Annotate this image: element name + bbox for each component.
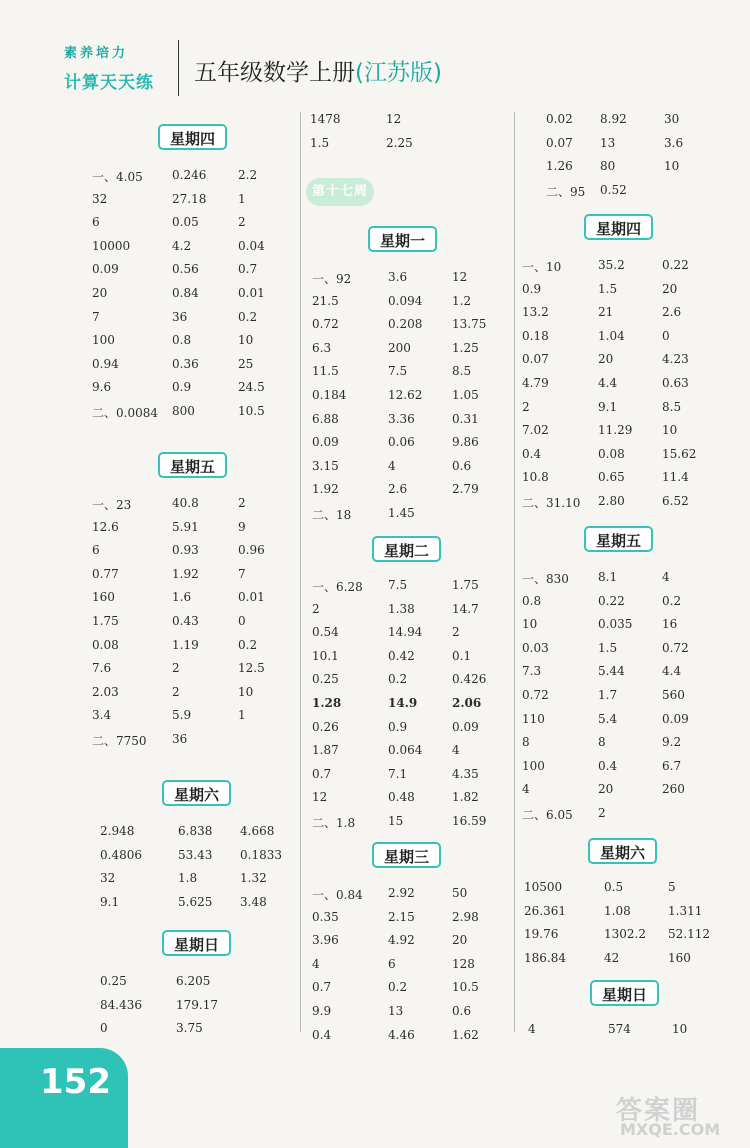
answer-cell: 0.72 (312, 317, 339, 332)
answer-cell: 20 (662, 281, 678, 296)
answer-cell: 14.9 (388, 696, 418, 710)
day-heading: 星期日 (162, 930, 231, 956)
answer-cell: 20 (598, 352, 614, 367)
answer-cell: 二、0.0084 (92, 406, 158, 420)
answer-cell: 4 (528, 1022, 536, 1036)
answer-cell: 0.94 (92, 356, 119, 371)
answer-cell: 4.35 (452, 766, 479, 781)
answer-cell: 2.6 (388, 482, 408, 497)
answer-cell: 12.62 (388, 388, 423, 402)
answer-cell: 6.52 (662, 494, 689, 508)
answer-cell: 1.25 (452, 340, 479, 355)
answer-cell: 7.5 (388, 578, 408, 592)
answer-cell: 0.63 (662, 376, 689, 390)
answer-cell: 1 (238, 708, 246, 723)
answer-cell: 2 (452, 625, 460, 640)
answer-cell: 0.04 (238, 238, 265, 253)
answer-cell: 10.5 (452, 980, 479, 995)
answer-cell: 160 (92, 590, 115, 605)
answer-cell: 0.4 (312, 1027, 332, 1042)
answer-cell: 2 (312, 601, 320, 616)
answer-cell: 100 (522, 758, 545, 773)
answer-cell: 0.7 (312, 980, 332, 995)
answer-cell: 1.32 (240, 871, 267, 886)
day-heading: 星期一 (368, 226, 437, 252)
answer-cell: 40.8 (172, 496, 199, 510)
answer-cell: 0.035 (598, 617, 633, 632)
answer-cell: 0.26 (312, 719, 339, 734)
answer-cell: 6 (92, 543, 100, 558)
answer-cell: 0.1 (452, 648, 472, 663)
answer-cell: 10 (238, 684, 254, 699)
answer-cell: 1478 (310, 112, 341, 126)
answer-cell: 10 (238, 333, 254, 348)
answer-cell: 一、830 (522, 572, 569, 586)
answer-cell: 0.07 (522, 352, 549, 367)
header-divider (178, 40, 179, 96)
answer-cell: 14.94 (388, 625, 423, 640)
answer-cell: 10 (664, 159, 680, 174)
answer-cell: 560 (662, 688, 685, 702)
answer-cell: 5.9 (172, 708, 192, 723)
answer-cell: 4.46 (388, 1027, 415, 1042)
answer-cell: 9.6 (92, 380, 112, 395)
answer-cell: 186.84 (524, 950, 566, 965)
answer-cell: 80 (600, 159, 616, 174)
answer-cell: 5.44 (598, 664, 625, 679)
answer-cell: 13 (388, 1004, 404, 1018)
answer-cell: 12 (452, 270, 468, 284)
answer-cell: 260 (662, 782, 685, 797)
answer-cell: 2.25 (386, 135, 413, 150)
answer-cell: 10 (662, 423, 678, 438)
answer-cell: 110 (522, 711, 545, 726)
answer-cell: 0.6 (452, 458, 472, 473)
answer-cell: 0.01 (238, 590, 265, 605)
answer-cell: 0.7 (312, 766, 332, 781)
answer-cell: 0.48 (388, 790, 415, 805)
answer-cell: 5.91 (172, 519, 199, 534)
answer-cell: 8 (522, 735, 530, 750)
answer-cell: 1.87 (312, 743, 339, 758)
answer-cell: 二、18 (312, 508, 352, 522)
answer-cell: 9.9 (312, 1004, 332, 1018)
answer-cell: 2.15 (388, 909, 415, 924)
answer-cell: 1302.2 (604, 927, 646, 942)
answer-cell: 0.72 (522, 688, 549, 702)
answer-cell: 1.08 (604, 903, 631, 918)
answer-cell: 2 (598, 806, 606, 820)
answer-cell: 2.03 (92, 684, 119, 699)
answer-cell: 3.6 (388, 270, 408, 284)
answer-cell: 5.625 (178, 894, 213, 909)
answer-cell: 100 (92, 333, 115, 348)
answer-cell: 0.9 (522, 281, 542, 296)
answer-cell: 7 (92, 309, 100, 324)
answer-cell: 1.05 (452, 388, 479, 402)
answer-cell: 2.06 (452, 696, 482, 710)
day-heading: 星期五 (158, 452, 227, 478)
answer-cell: 0.36 (172, 356, 199, 371)
answer-cell: 0.6 (452, 1004, 472, 1018)
answer-cell: 1.7 (598, 688, 618, 702)
answer-cell: 32 (100, 871, 116, 886)
answer-cell: 0.9 (172, 380, 192, 395)
answer-cell: 二、7750 (92, 734, 147, 748)
answer-cell: 179.17 (176, 997, 218, 1012)
answer-cell: 0.2 (662, 593, 682, 608)
answer-cell: 11.29 (598, 423, 633, 438)
answer-cell: 0 (100, 1021, 108, 1036)
answer-cell: 0.246 (172, 168, 207, 182)
answer-cell: 42 (604, 950, 620, 965)
answer-cell: 25 (238, 356, 254, 371)
day-heading: 星期六 (162, 780, 231, 806)
answer-cell: 0.77 (92, 566, 119, 581)
answer-cell: 84.436 (100, 997, 142, 1012)
answer-cell: 35.2 (598, 258, 625, 272)
answer-cell: 2.98 (452, 909, 479, 924)
answer-cell: 10 (522, 617, 538, 632)
answer-cell: 2 (238, 496, 246, 510)
answer-cell: 1 (238, 191, 246, 206)
answer-cell: 0.7 (238, 262, 258, 277)
answer-cell: 0.5 (604, 880, 624, 894)
answer-cell: 3.48 (240, 894, 267, 909)
answer-cell: 0.8 (172, 333, 192, 348)
answer-cell: 4.668 (240, 824, 275, 838)
answer-cell: 1.26 (546, 159, 573, 174)
brand-slogan: 素养培力 (64, 46, 129, 61)
answer-cell: 0.9 (388, 719, 408, 734)
answer-cell: 5 (668, 880, 676, 894)
answer-cell: 1.5 (310, 135, 330, 150)
answer-cell: 一、6.28 (312, 580, 363, 594)
page-number: 152 (40, 1062, 111, 1102)
answer-cell: 4 (522, 782, 530, 797)
answer-cell: 1.45 (388, 506, 415, 520)
answer-cell: 2.2 (238, 168, 258, 182)
answer-cell: 3.15 (312, 458, 339, 473)
answer-cell: 0.4 (522, 446, 542, 461)
answer-cell: 6 (92, 215, 100, 230)
book-title (194, 54, 442, 84)
answer-cell: 0 (238, 614, 246, 628)
answer-cell: 12.5 (238, 661, 265, 676)
answer-cell: 0.35 (312, 909, 339, 924)
answer-cell: 1.82 (452, 790, 479, 805)
answer-cell: 一、0.84 (312, 888, 363, 902)
answer-cell: 20 (92, 286, 108, 300)
day-heading: 星期二 (372, 536, 441, 562)
answer-cell: 1.2 (452, 293, 472, 308)
answer-cell: 0.184 (312, 388, 347, 402)
answer-cell: 9.1 (598, 399, 618, 414)
answer-cell: 7.3 (522, 664, 542, 679)
day-heading: 星期四 (584, 214, 653, 240)
answer-cell: 13 (600, 135, 616, 150)
answer-cell: 2 (238, 215, 246, 230)
answer-cell: 800 (172, 404, 195, 418)
answer-cell: 二、31.10 (522, 496, 581, 510)
answer-cell: 16.59 (452, 814, 487, 828)
answer-cell: 1.28 (312, 696, 342, 710)
answer-cell: 0.09 (92, 262, 119, 277)
answer-cell: 0.426 (452, 672, 487, 687)
answer-cell: 2 (522, 399, 530, 414)
answer-cell: 30 (664, 112, 680, 126)
answer-cell: 二、95 (546, 184, 586, 199)
watermark-title: 答案圈 (616, 1096, 701, 1126)
answer-cell: 200 (388, 340, 411, 355)
day-heading: 星期五 (584, 526, 653, 552)
answer-cell: 0.84 (172, 286, 199, 300)
answer-cell: 0.09 (312, 435, 339, 450)
page-header (56, 36, 696, 106)
answer-cell: 6.205 (176, 974, 211, 988)
day-heading: 星期六 (588, 838, 657, 864)
answer-cell: 53.43 (178, 847, 213, 862)
answer-cell: 13.2 (522, 305, 549, 320)
answer-cell: 6.88 (312, 411, 339, 426)
answer-cell: 2 (172, 684, 180, 699)
answer-cell: 8.1 (598, 570, 618, 584)
answer-cell: 1.92 (312, 482, 339, 497)
answer-cell: 9.2 (662, 735, 682, 750)
column-divider (514, 112, 515, 1032)
answer-cell: 0.07 (546, 135, 573, 150)
answer-cell: 一、10 (522, 260, 562, 274)
answer-cell: 4.4 (598, 376, 618, 390)
answer-cell: 0.064 (388, 743, 423, 758)
answer-cell: 20 (598, 782, 614, 797)
brand-series-name: 计算天天练 (64, 73, 154, 93)
answer-cell: 8.5 (662, 399, 682, 414)
answer-cell: 1.8 (178, 871, 198, 886)
answer-cell: 15 (388, 814, 404, 828)
answer-cell: 0.03 (522, 640, 549, 655)
week-label: 第十七周 (306, 178, 374, 206)
answer-cell: 9 (238, 519, 246, 534)
answer-cell: 0.2 (238, 309, 258, 324)
answer-cell: 0.96 (238, 543, 265, 558)
answer-cell: 12 (312, 790, 328, 805)
day-heading: 星期日 (590, 980, 659, 1006)
answer-cell: 0.2 (238, 637, 258, 652)
answer-cell: 3.75 (176, 1021, 203, 1036)
column-divider (300, 112, 301, 1032)
answer-cell: 0.09 (662, 711, 689, 726)
answer-cell: 4 (662, 570, 670, 584)
answer-cell: 27.18 (172, 191, 207, 206)
answer-cell: 0.31 (452, 411, 479, 426)
answer-cell: 2.80 (598, 494, 625, 508)
answer-cell: 2.948 (100, 824, 135, 838)
answer-cell: 0.18 (522, 328, 549, 343)
answer-cell: 4.23 (662, 352, 689, 367)
answer-cell: 20 (452, 933, 468, 948)
answer-cell: 1.38 (388, 601, 415, 616)
answer-cell: 0.25 (100, 974, 127, 988)
answer-cell: 19.76 (524, 927, 559, 942)
answer-cell: 7.5 (388, 364, 408, 379)
answer-cell: 9.1 (100, 894, 120, 909)
answer-cell: 2.79 (452, 482, 479, 497)
answer-cell: 0.2 (388, 672, 408, 687)
answer-cell: 2.6 (662, 305, 682, 320)
answer-cell: 二、6.05 (522, 808, 573, 822)
answer-cell: 0.02 (546, 112, 573, 126)
answer-cell: 0.8 (522, 593, 542, 608)
answer-cell: 0.05 (172, 215, 199, 230)
answer-cell: 11.4 (662, 470, 689, 485)
book-title-text: 五年级数学上册 (194, 60, 355, 86)
answer-cell: 26.361 (524, 903, 566, 918)
answer-cell: 14.7 (452, 601, 479, 616)
answer-cell: 0.52 (600, 182, 627, 197)
answer-cell: 574 (608, 1022, 631, 1036)
answer-cell: 0.4806 (100, 847, 142, 862)
answer-cell: 1.75 (92, 614, 119, 628)
answer-cell: 12 (386, 112, 402, 126)
answer-cell: 2.92 (388, 886, 415, 900)
answer-cell: 10500 (524, 880, 563, 894)
answer-cell: 3.4 (92, 708, 112, 723)
answer-cell: 4.4 (662, 664, 682, 679)
answer-cell: 2 (172, 661, 180, 676)
answer-cell: 0 (662, 328, 670, 343)
answer-cell: 1.92 (172, 566, 199, 581)
answer-cell: 4.92 (388, 933, 415, 948)
answer-cell: 16 (662, 617, 678, 632)
answer-cell: 8 (598, 735, 606, 750)
watermark-url: MXQE.COM (620, 1120, 721, 1139)
answer-cell: 0.094 (388, 293, 423, 308)
answer-cell: 11.5 (312, 364, 339, 379)
answer-cell: 0.22 (598, 593, 625, 608)
answer-cell: 10 (672, 1022, 688, 1036)
answer-cell: 52.112 (668, 927, 710, 942)
answer-cell: 4 (388, 458, 396, 473)
answer-cell: 1.19 (172, 637, 199, 652)
answer-cell: 3.6 (664, 135, 684, 150)
answer-cell: 一、23 (92, 498, 132, 512)
day-heading: 星期四 (158, 124, 227, 150)
answer-cell: 0.208 (388, 317, 423, 332)
answer-cell: 10.8 (522, 470, 549, 485)
answer-cell: 7 (238, 566, 246, 581)
answer-cell: 10000 (92, 238, 131, 253)
answer-cell: 7.02 (522, 423, 549, 438)
answer-cell: 1.62 (452, 1027, 479, 1042)
answer-cell: 0.72 (662, 640, 689, 655)
answer-cell: 10.5 (238, 404, 265, 418)
answer-cell: 0.1833 (240, 847, 282, 862)
answer-cell: 一、4.05 (92, 170, 143, 184)
answer-cell: 1.311 (668, 903, 703, 918)
answer-cell: 36 (172, 309, 188, 324)
answer-cell: 3.96 (312, 933, 339, 948)
book-edition: (江苏版) (355, 60, 442, 86)
answer-cell: 1.75 (452, 578, 479, 592)
answer-cell: 二、1.8 (312, 816, 356, 830)
answer-cell: 4 (452, 743, 460, 758)
watermark (608, 1090, 740, 1142)
answer-cell: 9.86 (452, 435, 479, 450)
answer-cell: 0.08 (92, 637, 119, 652)
answer-cell: 8.5 (452, 364, 472, 379)
answer-cell: 6.3 (312, 340, 332, 355)
answer-cell: 6.7 (662, 758, 682, 773)
answer-cell: 0.06 (388, 435, 415, 450)
answer-cell: 0.93 (172, 543, 199, 558)
answer-cell: 160 (668, 950, 691, 965)
answer-cell: 7.6 (92, 661, 112, 676)
answer-cell: 8.92 (600, 112, 627, 126)
answer-cell: 32 (92, 191, 108, 206)
answer-cell: 0.09 (452, 719, 479, 734)
answer-cell: 一、92 (312, 272, 352, 286)
answer-cell: 21.5 (312, 293, 339, 308)
answer-cell: 24.5 (238, 380, 265, 395)
answer-cell: 0.4 (598, 758, 618, 773)
answer-cell: 0.42 (388, 648, 415, 663)
answer-cell: 21 (598, 305, 614, 320)
answer-cell: 1.5 (598, 281, 618, 296)
answer-cell: 0.25 (312, 672, 339, 687)
answer-cell: 13.75 (452, 317, 487, 332)
answer-cell: 0.65 (598, 470, 625, 485)
answer-cell: 0.01 (238, 286, 265, 300)
answer-cell: 10.1 (312, 648, 339, 663)
answer-cell: 0.56 (172, 262, 199, 277)
answer-cell: 4.2 (172, 238, 192, 253)
answer-cell: 6 (388, 956, 396, 971)
answer-cell: 3.36 (388, 411, 415, 426)
answer-cell: 1.6 (172, 590, 192, 605)
answer-cell: 12.6 (92, 519, 119, 534)
answer-cell: 0.08 (598, 446, 625, 461)
answer-cell: 1.5 (598, 640, 618, 655)
answer-cell: 0.22 (662, 258, 689, 272)
answer-cell: 7.1 (388, 766, 408, 781)
answer-cell: 128 (452, 956, 475, 971)
answer-cell: 6.838 (178, 824, 213, 838)
answer-cell: 15.62 (662, 446, 697, 461)
answer-cell: 1.04 (598, 328, 625, 343)
answer-cell: 0.43 (172, 614, 199, 628)
day-heading: 星期三 (372, 842, 441, 868)
answer-cell: 36 (172, 732, 188, 746)
answer-cell: 0.54 (312, 625, 339, 640)
answer-cell: 5.4 (598, 711, 618, 726)
answer-cell: 4.79 (522, 376, 549, 390)
answer-cell: 4 (312, 956, 320, 971)
answer-cell: 50 (452, 886, 468, 900)
answer-cell: 0.2 (388, 980, 408, 995)
